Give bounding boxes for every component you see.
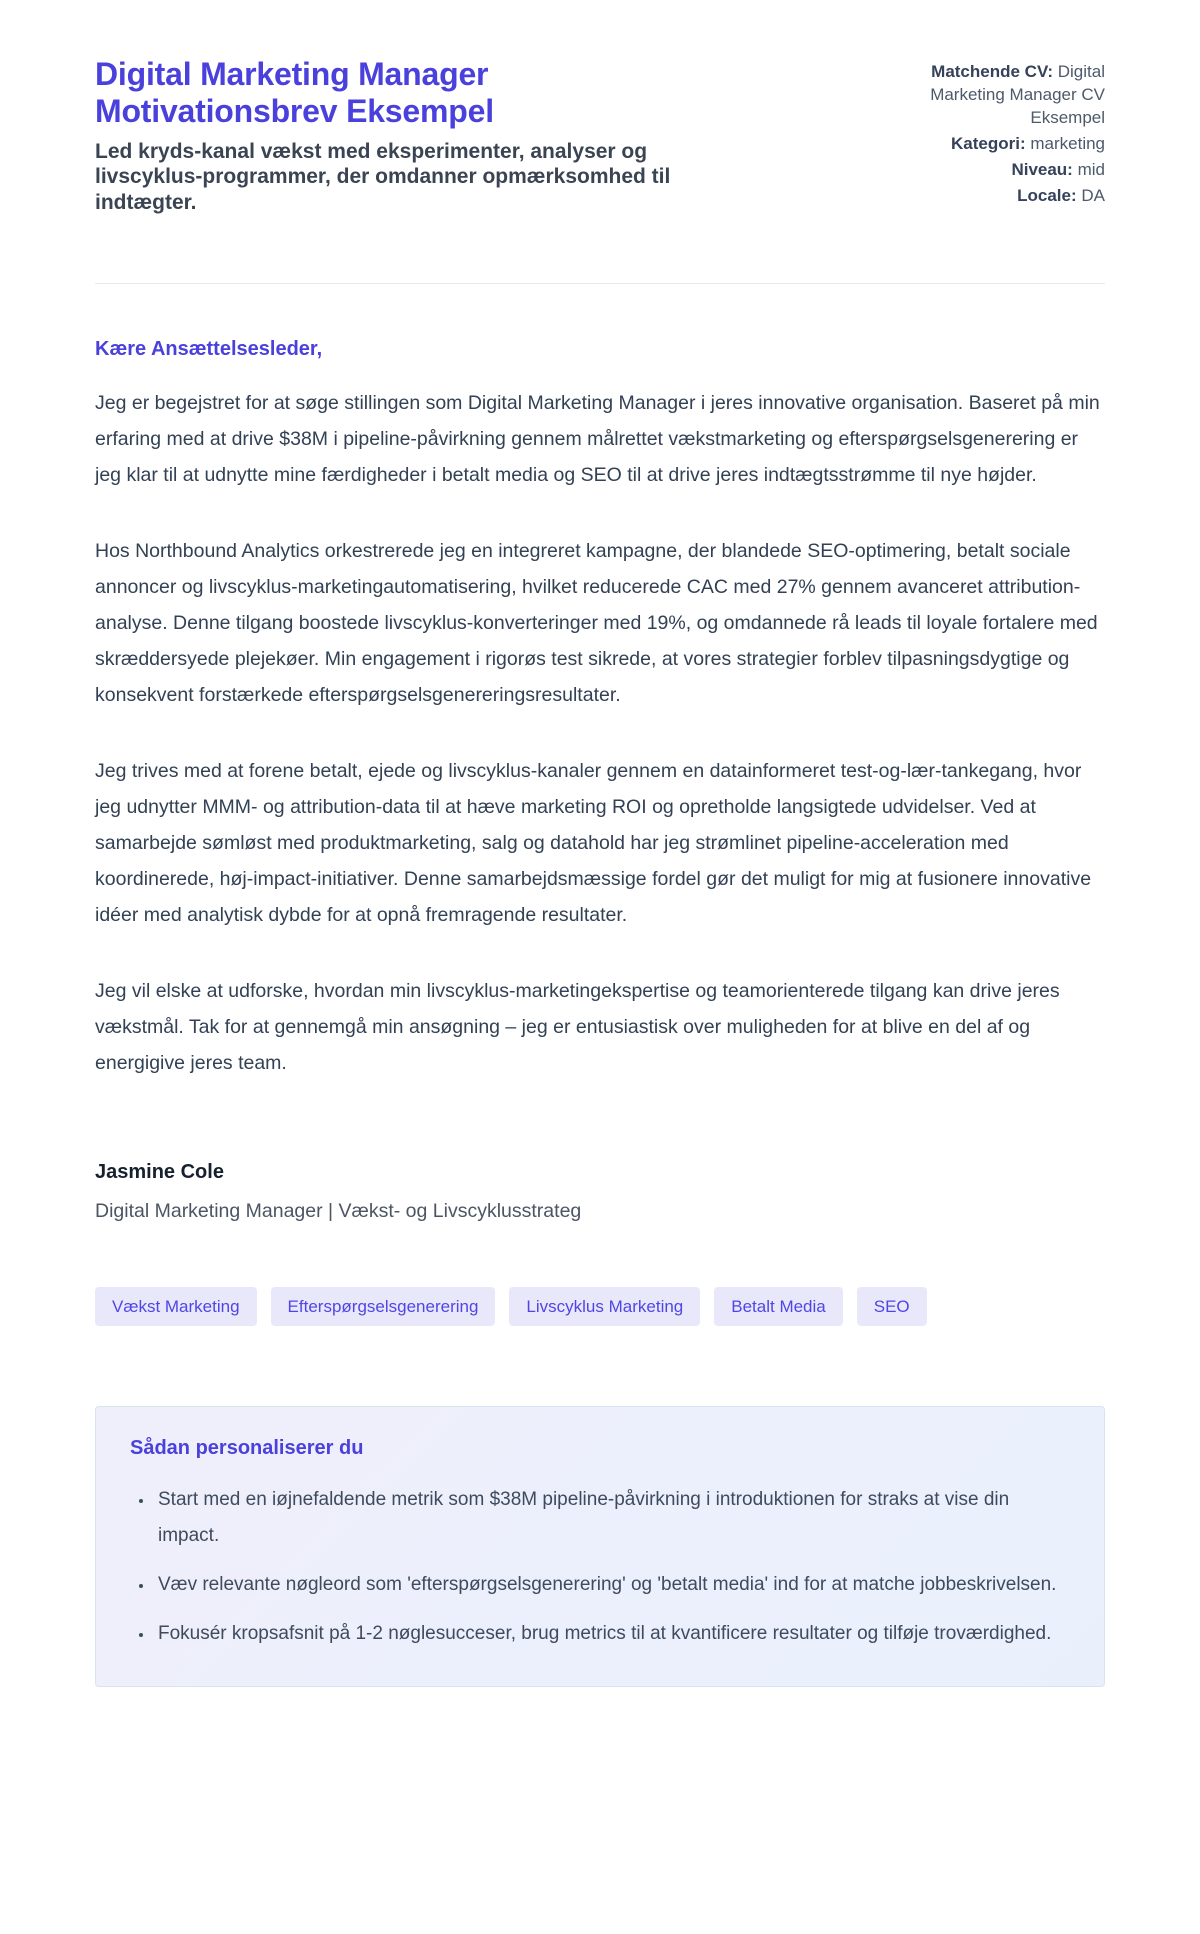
- letter-greeting: Kære Ansættelsesleder,: [95, 338, 323, 361]
- meta-label: Matchende CV:: [931, 62, 1054, 81]
- tips-item-2: • Væv relevante nøgleord som 'efterspørgselsgenerering' og 'betalt media' ind for at matche jobbeskrivelsen.: [154, 1567, 1070, 1603]
- tag-chip-demand-generation[interactable]: Efterspørgselsgenerering: [271, 1287, 496, 1326]
- letter-paragraph-4: Jeg vil elske at udforske, hvordan min livscyklus-marketingekspertise og teamorienterede tilgang kan drive jeres vækstmål. Tak for at gennemgå min ansøgning – jeg er entusiastisk over muligheden for at blive en del af og energigive jeres team.: [95, 980, 1060, 1075]
- meta-value: mid: [1077, 160, 1105, 179]
- page-title: Digital Marketing Manager Motivationsbrev Eksempel: [95, 56, 494, 129]
- tips-title: Sådan personaliserer du: [130, 1437, 364, 1460]
- meta-value: marketing: [1030, 134, 1105, 153]
- meta-level: [853, 158, 1105, 181]
- tips-item-1: • Start med en iøjnefaldende metrik som $38M pipeline-påvirkning i introduktionen for straks at vise din impact.: [154, 1482, 1070, 1554]
- letter-body: [95, 338, 1105, 1223]
- tag-chip-lifecycle-marketing[interactable]: Livscyklus Marketing: [509, 1287, 700, 1326]
- letter-paragraph-3: Jeg trives med at forene betalt, ejede og livscyklus-kanaler gennem en datainformeret test-og-lær-tankegang, hvor jeg udnytter MMM- og attribution-data til at hæve marketing ROI og opretholde langsigtede udvidelser. Ved at samarbejde sømløst med produktmarketing, salg og datahold har jeg strømlinet pipeline-acceleration med koordinerede, høj-impact-initiativer. Denne samarbejdsmæssige fordel gør det muligt for mig at fusionere innovative idéer med analytisk dybde for at opnå fremragende resultater.: [95, 760, 1092, 927]
- meta-label: Kategori:: [951, 134, 1026, 153]
- meta-locale: [853, 184, 1105, 207]
- signature-name: Jasmine Cole: [95, 1161, 224, 1184]
- meta-label: Locale:: [1017, 186, 1077, 205]
- page-subtitle: Led kryds-kanal vækst med eksperimenter, analyser og livscyklus-programmer, der omdanner opmærksomhed til indtægter.: [95, 139, 671, 214]
- letter-paragraph-2: Hos Northbound Analytics orkestrerede jeg en integreret kampagne, der blandede SEO-optimering, betalt sociale annoncer og livscyklus-marketingautomatisering, hvilket reducerede CAC med 27% gennem avanceret attribution-analyse. Denne tilgang boostede livscyklus-konverteringer med 19%, og omdannede rå leads til loyale fortalere med skræddersyede plejekøer. Min engagement i rigorøs test sikrede, at vores strategier forblev tilpasningsdygtige og konsekvent forstærkede efterspørgselsgenereringsresultater.: [95, 540, 1098, 707]
- page: [95, 0, 1105, 1751]
- meta-label: Niveau:: [1011, 160, 1073, 179]
- tag-chip-growth-marketing[interactable]: Vækst Marketing: [95, 1287, 257, 1326]
- meta-category: [853, 132, 1105, 155]
- tips-list: [130, 1482, 1070, 1652]
- signature-block: [95, 1161, 1105, 1223]
- tips-item-3: • Fokusér kropsafsnit på 1-2 nøglesucceser, brug metrics til at kvantificere resultater og tilføje troværdighed.: [154, 1616, 1070, 1652]
- signature-role: Digital Marketing Manager | Vækst- og Livscyklusstrateg: [95, 1200, 582, 1223]
- meta-matching-cv: [853, 60, 1105, 129]
- meta-value: Digital Marketing Manager CV Eksempel: [930, 62, 1105, 127]
- meta-value: DA: [1081, 186, 1105, 205]
- tag-chip-paid-media[interactable]: Betalt Media: [714, 1287, 843, 1326]
- header: [95, 56, 1105, 215]
- tag-list: [95, 1287, 1105, 1326]
- header-meta: [853, 56, 1105, 210]
- tips-box: [95, 1406, 1105, 1687]
- header-title-block: [95, 56, 695, 215]
- tag-chip-seo[interactable]: SEO: [857, 1287, 927, 1326]
- letter-paragraph-1: Jeg er begejstret for at søge stillingen som Digital Marketing Manager i jeres innovative organisation. Baseret på min erfaring med at drive $38M i pipeline-påvirkning gennem målrettet vækstmarketing og efterspørgselsgenerering er jeg klar til at udnytte mine færdigheder i betalt media og SEO til at drive jeres indtægtsstrømme til nye højder.: [95, 392, 1100, 487]
- header-divider: [95, 283, 1105, 284]
